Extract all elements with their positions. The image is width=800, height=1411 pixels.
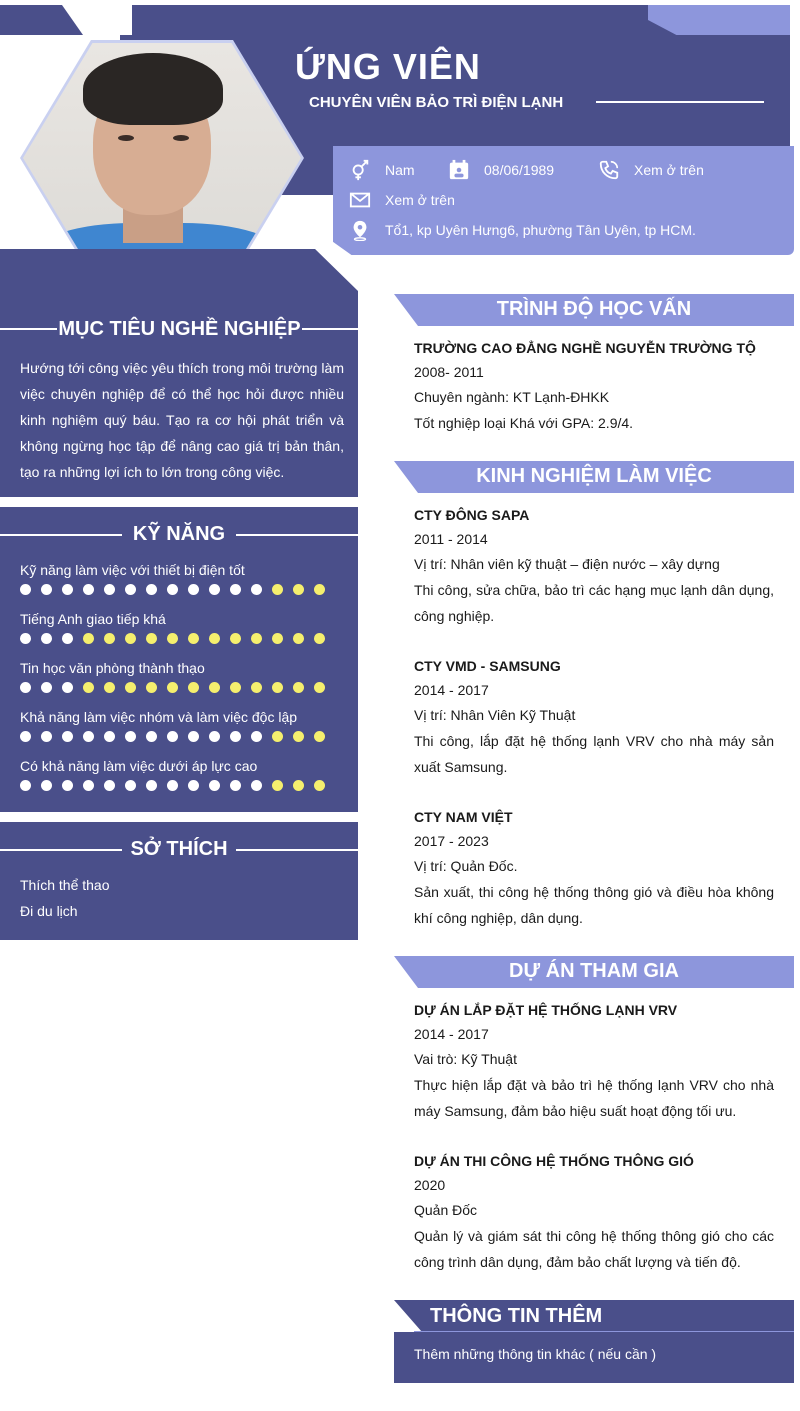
skill-dot-filled [41,633,52,644]
skill-dot-filled [62,584,73,595]
hobbies-title-line-left [0,849,122,851]
experience-years: 2014 - 2017 [414,682,489,698]
objective-text: Hướng tới công việc yêu thích trong môi trường làm việc chuyên nghiệp để có thể học hỏi được nhiều kinh nghiệm quý báu. Tạo ra cơ hội phát triển và không ngừng học tập để nâng cao giá trị bản thân, tạo ra những lợi ích to lớn trong công việc. [20,360,344,480]
skill-dot-empty [314,731,325,742]
experience-description: Sản xuất, thi công hệ thống thông gió và điều hòa không khí công nghiệp, dân dụng. [414,884,774,926]
skill-dot-filled [167,584,178,595]
mail-icon [349,189,371,211]
skill-dot-empty [293,731,304,742]
contact-birthdate [448,159,554,181]
skill-dot-filled [125,731,136,742]
skill-dot-filled [188,731,199,742]
skill-dot-empty [209,682,220,693]
objective-title: MỤC TIÊU NGHỀ NGHIỆP [58,318,301,340]
project-years: 2014 - 2017 [414,1026,489,1042]
project-role: Quản Đốc [414,1202,478,1218]
hobbies-title-line-right [236,849,358,851]
objective-title-line-left [0,328,57,330]
skill-dot-filled [41,780,52,791]
skill-dot-filled [188,584,199,595]
project-years: 2020 [414,1177,446,1193]
experience-years: 2011 - 2014 [414,531,488,547]
education-title: TRÌNH ĐỘ HỌC VẤN [496,298,692,320]
skill-dot-empty [293,780,304,791]
skill-dot-filled [62,731,73,742]
experience-company: CTY ĐÔNG SAPA [414,507,530,523]
contact-address [349,219,696,241]
skill-dot-filled [125,584,136,595]
skill-dot-filled [251,731,262,742]
skill-dot-filled [125,780,136,791]
skills-title-line-right [236,534,358,536]
experience-company: CTY VMD - SAMSUNG [414,658,561,674]
skill-dot-empty [251,633,262,644]
skill-name: Kỹ năng làm việc với thiết bị điện tốt [20,562,245,578]
skill-dot-filled [251,780,262,791]
project-role: Vai trò: Kỹ Thuật [414,1051,517,1067]
job-title: CHUYÊN VIÊN BẢO TRÌ ĐIỆN LẠNH [309,94,564,111]
skill-dot-filled [146,780,157,791]
skill-dot-filled [251,584,262,595]
skill-dot-filled [20,633,31,644]
gender-value: Nam [385,162,415,178]
calendar-icon [448,159,470,181]
education-school: TRƯỜNG CAO ĐẲNG NGHỀ NGUYỄN TRƯỜNG TỘ [414,340,756,356]
phone-icon [598,159,620,181]
skill-rating [20,780,325,791]
skill-dot-empty [125,633,136,644]
avatar-eye-right [173,135,189,141]
skill-dot-filled [209,731,220,742]
skill-dot-empty [146,682,157,693]
birthdate-value: 08/06/1989 [484,162,555,178]
skill-dot-filled [209,584,220,595]
hobby-item: Thích thể thao [20,877,110,893]
skill-dot-empty [314,584,325,595]
skill-dot-empty [167,682,178,693]
avatar-eye-left [118,135,134,141]
experience-description: Thi công, lắp đặt hệ thống lạnh VRV cho nhà máy sản xuất Samsung. [414,733,774,775]
skill-dot-filled [167,731,178,742]
skill-dot-empty [314,780,325,791]
contact-phone [598,159,704,181]
skill-dot-empty [83,682,94,693]
email-value: Xem ở trên [385,192,455,208]
phone-value: Xem ở trên [634,162,704,178]
skill-dot-empty [104,682,115,693]
skill-dot-empty [272,633,283,644]
experience-position: Vị trí: Nhân viên kỹ thuật – điện nước – xây dựng [414,556,720,572]
skill-dot-empty [272,584,283,595]
skill-dot-filled [83,584,94,595]
skill-rating [20,731,325,742]
skill-dot-filled [104,731,115,742]
skill-dot-empty [272,780,283,791]
extra-info-title: THÔNG TIN THÊM [430,1305,603,1327]
experience-position: Vị trí: Quản Đốc. [414,858,518,874]
hobby-item: Đi du lịch [20,903,78,919]
location-pin-icon [349,219,371,241]
skill-dot-filled [62,780,73,791]
skill-dot-filled [41,731,52,742]
skill-dot-empty [167,633,178,644]
skill-dot-empty [188,633,199,644]
skill-dot-filled [104,584,115,595]
address-value: Tổ1, kp Uyên Hưng6, phường Tân Uyên, tp HCM. [385,222,696,238]
skill-dot-filled [209,780,220,791]
skill-dot-filled [41,682,52,693]
left-column-top-bar [0,249,358,291]
skill-name: Tin học văn phòng thành thạo [20,660,205,676]
skill-rating [20,633,325,644]
hobbies-title: SỞ THÍCH [130,838,228,860]
candidate-name: ỨNG VIÊN [295,46,481,87]
projects-title: DỰ ÁN THAM GIA [509,960,679,982]
contact-email [349,189,455,211]
skill-dot-filled [167,780,178,791]
skill-rating [20,584,325,595]
skill-rating [20,682,325,693]
job-title-line [596,101,764,103]
skill-name: Có khả năng làm việc dưới áp lực cao [20,758,258,774]
skill-dot-filled [230,584,241,595]
skill-name: Tiếng Anh giao tiếp khá [20,611,166,627]
experience-company: CTY NAM VIỆT [414,809,513,825]
extra-info-divider [414,1331,794,1332]
experience-position: Vị trí: Nhân Viên Kỹ Thuật [414,707,576,723]
gender-icon [349,159,371,181]
skill-dot-filled [20,731,31,742]
header-decor-accent [648,5,790,35]
skill-dot-empty [293,682,304,693]
skill-dot-filled [104,780,115,791]
skill-dot-filled [62,682,73,693]
skill-dot-filled [230,780,241,791]
skill-dot-filled [20,780,31,791]
skill-dot-empty [293,584,304,595]
project-name: DỰ ÁN THI CÔNG HỆ THỐNG THÔNG GIÓ [414,1153,694,1169]
project-name: DỰ ÁN LẮP ĐẶT HỆ THỐNG LẠNH VRV [414,1002,678,1018]
skill-dot-filled [62,633,73,644]
skill-dot-empty [314,682,325,693]
extra-info-text: Thêm những thông tin khác ( nếu cần ) [414,1346,657,1362]
skill-dot-empty [83,633,94,644]
skill-dot-filled [83,780,94,791]
skill-dot-empty [251,682,262,693]
skill-dot-empty [209,633,220,644]
skill-name: Khả năng làm việc nhóm và làm việc độc lập [20,709,298,725]
skill-dot-filled [230,731,241,742]
skills-title-line-left [0,534,122,536]
skill-dot-filled [146,584,157,595]
objective-title-line-right [302,328,358,330]
skill-dot-filled [146,731,157,742]
experience-years: 2017 - 2023 [414,833,489,849]
skill-dot-filled [83,731,94,742]
skill-dot-empty [272,682,283,693]
skill-dot-empty [125,682,136,693]
skill-dot-empty [104,633,115,644]
education-years: 2008- 2011 [414,364,484,380]
skill-dot-filled [41,584,52,595]
skill-dot-empty [230,682,241,693]
skill-dot-filled [20,682,31,693]
project-description: Thực hiện lắp đặt và bảo trì hệ thống lạnh VRV cho nhà máy Samsung, đảm bảo hiệu suất hoạt động tối ưu. [414,1077,774,1119]
project-description: Quản lý và giám sát thi công hệ thống thông gió cho các công trình dân dụng, đảm bảo chất lượng và tiến độ. [414,1228,774,1270]
avatar-hair [83,53,223,125]
experience-description: Thi công, sửa chữa, bảo trì các hạng mục lạnh dân dụng, công nghiệp. [414,582,774,624]
skill-dot-empty [272,731,283,742]
skill-dot-empty [230,633,241,644]
skill-dot-filled [188,780,199,791]
skill-dot-filled [20,584,31,595]
skill-dot-empty [146,633,157,644]
education-major: Chuyên ngành: KT Lạnh-ĐHKK [414,389,610,405]
contact-gender [349,159,415,181]
skill-dot-empty [314,633,325,644]
experience-title: KINH NGHIỆM LÀM VIỆC [476,465,712,487]
skills-title: KỸ NĂNG [132,523,226,545]
education-result: Tốt nghiệp loại Khá với GPA: 2.9/4. [414,415,634,431]
skill-dot-empty [293,633,304,644]
skill-dot-empty [188,682,199,693]
